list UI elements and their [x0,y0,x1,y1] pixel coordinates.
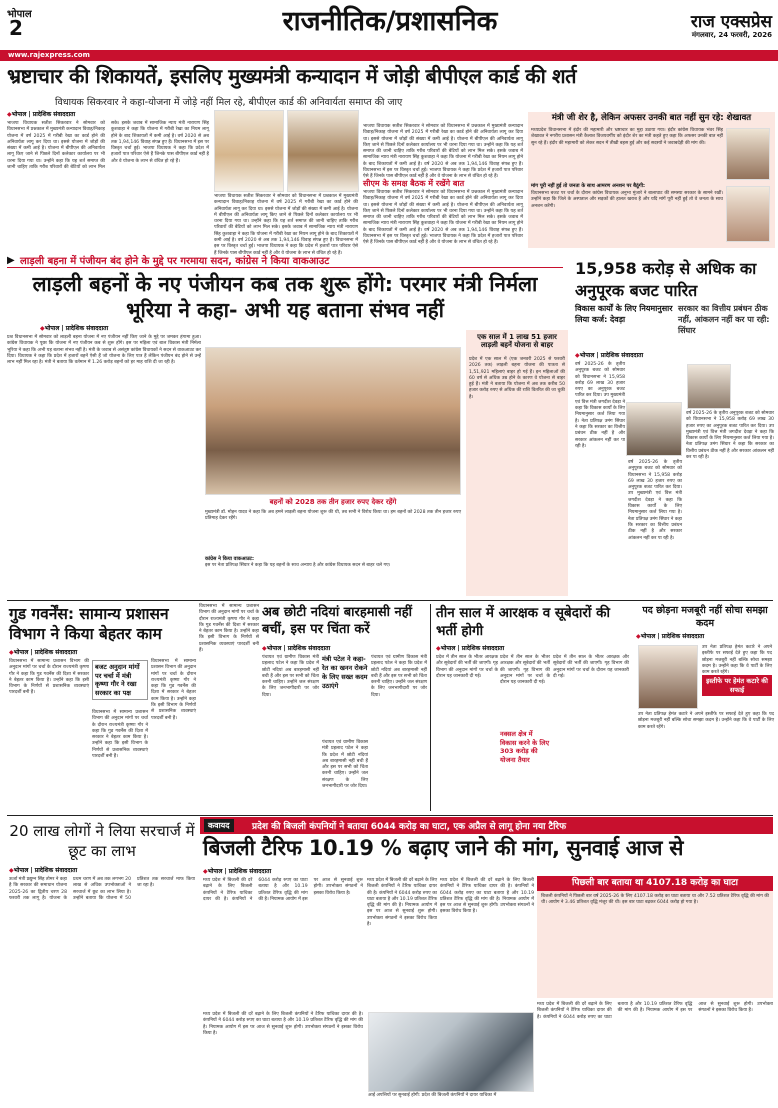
recruit-byline: ◆ भोपाल | प्रादेशिक संवाददाता [436,644,556,653]
main-photo [205,347,461,495]
section-title: राजनीतिक/प्रशासनिक [282,6,498,37]
sidebar-top-body: मध्यप्रदेश विधानसभा में इंदौर की महामारी और भ्रष्टाचार का मुद्दा उठाया गया। इंदौर कांग्रेस विधायक भंवर सिंह शेखावत ने नगरीय प्रशासन मंत्री कैलाश विजयवर्गीय को इंदौर शेर का मंत्री कहते हुए कहा कि अफसर उनकी बात नहीं सुन रहे हैं। इंदौर की महामारी को लेकर सदन में तीखी बहस हुई और कई सदस्यों ने जवाबदेही की मांग की। [531,128,723,146]
sidebar-photo-2 [726,186,770,242]
page-number: 2 [9,16,23,40]
gg-headline: गुड गवर्नेंस: सामान्य प्रशासन विभाग ने किया बेहतर काम [9,605,169,643]
rivers-headline: अब छोटी नदियां बारहमासी नहीं बचीं, इस पर चिंता करें [262,605,413,637]
gg-body-3: विधानसभा में सामान्य प्रशासन विभाग की अनुदान मांगों पर चर्चा के दौरान राज्यमंत्री कृष्णा गौर ने कहा कि गुड गवर्नेंस की दिशा में सरकार ने बेहतर काम किया है। उन्होंने कहा कि इसी विभाग के निर्णयों से प्रशासनिक व्यवस्थाएं पारदर्शी बनी हैं। [151,659,196,721]
katare-body: उप नेता प्रतिपक्ष हेमंत कटारे ने अपने इस्तीफे पर सफाई देते हुए कहा कि पद छोड़ना मजबूरी नहीं बल्कि सोचा समझा कदम है। उन्होंने कहा कि वे पार्टी के लिए काम करते रहेंगे। [702,645,772,676]
budget-quote-1: विकास कार्यों के लिए नियमानुसार लिया कर्ज: देवड़ा [575,304,673,324]
surcharge-body: ऊर्जा मंत्री प्रद्युम्न सिंह तोमर ने कहा है कि सरकार की समाधान योजना 2025-26 का द्वितीय चरण 28 फरवरी तक लागू है। योजना के प्रथम चरण में अब तक लगभग 20 लाख से अधिक उपभोक्ताओं ने सरचार्ज में छूट का लाभ लिया है। उन्होंने बताया कि योजना में 50 प्रतिशत तक सरचार्ज माफ किया जा रहा है। [9,877,195,901]
rivers-body: पंचायत एवं ग्रामीण विकास मंत्री प्रहलाद पटेल ने कहा कि प्रदेश में छोटी नदियां अब बारहमासी नहीं बची हैं और इस पर सभी को चिंता करनी चाहिए। उन्होंने जल संरक्षण के लिए जनभागीदारी पर जोर दिया। [262,655,319,698]
tariff-side-box [537,876,773,998]
lead-photo-1 [214,110,284,192]
banner-text: लाड़ली बहना में पंजीयन बंद होने के मुद्दे पर गरमाया सदन, कांग्रेस ने किया वाकआउट [20,256,330,267]
rivers-quote: मंत्री पटेल ने कहा-रेत का खनन रोकने के लिए सख्त कदम उठाएंगे [322,655,368,690]
recruit-body: प्रदेश में तीन साल के भीतर आरक्षक और सूबेदारों की भर्ती की जाएगी। गृह विभाग की अनुदान मांगों पर चर्चा के दौरान यह जानकारी दी गई। [436,655,498,679]
gg-byline: ◆ भोपाल | प्रादेशिक संवाददाता [9,648,129,657]
box-right-body: प्रदेश में एक साल में (एक जनवरी 2025 से फरवरी 2026 तक) लाड़ली बहना योजना की पात्रता से 1,51,921 महिलाएं बाहर हो गई हैं। इन महिलाओं की 60 वर्ष से अधिक उम्र होने के कारण वे योजना से बाहर हुई हैं। मंत्री ने बताया कि योजना में अब तक करीब 50 हजार करोड़ रुपए से अधिक की राशि वितरित की जा चुकी है। [469,357,565,400]
recruit-headline: तीन साल में आरक्षक व सूबेदारों की भर्ती होगी [436,605,610,639]
tariff-headline: बिजली टैरिफ 10.19 % बढ़ाए जाने की मांग, सुनवाई आज से [203,836,684,860]
tariff-photo [368,1012,534,1092]
issue-date: मंगलवार, 24 फरवरी, 2026 [691,31,772,39]
rivers-body-2: पंचायत एवं ग्रामीण विकास मंत्री प्रहलाद पटेल ने कहा कि प्रदेश में छोटी नदियां अब बारहमासी नहीं बची हैं और इस पर सभी को चिंता करनी चाहिए। उन्होंने जल संरक्षण के लिए जनभागीदारी पर जोर दिया। [322,740,368,790]
surcharge-headline: 20 लाख लोगों ने लिया सरचार्ज में छूट का लाभ [9,822,195,860]
main-body: प्रश्न विधानसभा में सोमवार को लाड़ली बहना योजना में नए पंजीयन नहीं किए जाने के मुद्दे पर जमकर हंगामा हुआ। कांग्रेस विधायक ने पूछा कि योजना में नए पंजीयन कब से शुरू होंगे। इस पर महिला एवं बाल विकास मंत्री निर्मला भूरिया ने कहा कि अभी यह बताना संभव नहीं है। मंत्री के जवाब से असंतुष्ट कांग्रेस विधायकों ने सदन से वाकआउट कर दिया। विधायक ने कहा कि प्रदेश में हजारों बहनें ऐसी हैं जो योजना के लिए पात्र हैं लेकिन पंजीयन बंद होने से उन्हें लाभ नहीं मिल रहा है। मंत्री ने बताया कि वर्तमान में 1.26 करोड़ बहनों को हर माह राशि दी जा रही है। [7,335,202,366]
sidebar-top [528,112,775,248]
katare-photo [638,645,698,709]
tariff-byline: ◆ भोपाल | प्रादेशिक संवाददाता [203,867,343,876]
tariff-body: मध्य प्रदेश में बिजली की दरें बढ़ाने के लिए बिजली कंपनियों ने टैरिफ याचिका दायर की है। कंपनियों ने 6044 करोड़ रुपए का घाटा बताया है और 10.19 प्रतिशत टैरिफ वृद्धि की मांग की है। नियामक आयोग में इस पर आज से सुनवाई शुरू होगी। उपभोक्ता संगठनों ने इसका विरोध किया है। [203,878,363,902]
tariff-body-4: मध्य प्रदेश में बिजली की दरें बढ़ाने के लिए बिजली कंपनियों ने टैरिफ याचिका दायर की है। कंपनियों ने 6044 करोड़ रुपए का घाटा बताया है और 10.19 प्रतिशत टैरिफ वृद्धि की मांग की है। नियामक आयोग में इस पर आज से सुनवाई शुरू होगी। उपभोक्ता संगठनों ने इसका विरोध किया है। [537,1002,773,1020]
tariff-side-body: बिजली कंपनियों ने पिछली बार वर्ष 2025-26 के लिए 4107.18 करोड़ का घाटा बताया था और 7.52 प्रतिशत टैरिफ वृद्धि की मांग की थी। आयोग ने 3.46 प्रतिशत वृद्धि मंजूर की थी। इस बार घाटा बढ़कर 6044 करोड़ हो गया है। [541,894,769,906]
recruit-quote: नक्सल क्षेत्र में विकास करने के लिए 303 करोड़ की योजना तैयार [500,730,550,764]
budget-photo-1 [687,364,731,409]
tariff-kicker: कवायद [204,819,234,832]
banner-strip [7,253,563,268]
recruit-body-2: प्रदेश में तीन साल के भीतर आरक्षक और सूबेदारों की भर्ती की जाएगी। गृह विभाग की अनुदान मांगों पर चर्चा के दौरान यह जानकारी दी गई। [500,655,550,686]
lead-body-right: भाजपा विधायक सतीश सिकरवार ने सोमवार को विधानसभा में प्रश्नकाल में मुख्यमंत्री कन्यादान विवाह/निकाह योजना में वर्ष 2025 में गरीबी रेखा का कार्ड होने की अनिवार्यता लागू कर दिया था। इससे योजना में जोड़ों की संख्या में कमी आई है। योजना में बीपीएल की अनिवार्यता लागू किए जाने से पिछले दिनों कलेक्टर कार्यालय पर भी धरना दिया गया था। उन्होंने कहा कि यह शर्त समाप्त की जानी चाहिए ताकि गरीब परिवारों की बेटियों को लाभ मिल सके। इसके जवाब में सामाजिक न्याय मंत्री नारायण सिंह कुशवाहा ने कहा कि योजना में गरीबी रेखा का नियम लागू होने के बाद शिकायतों में कमी आई है। वर्ष 2020 से अब तक 1,94,146 विवाह संपन्न हुए हैं। विधानसभा में इस पर विस्तृत चर्चा हुई। भाजपा विधायक ने कहा कि प्रदेश में हजारों पात्र परिवार ऐसे हैं जिनके पास बीपीएल कार्ड नहीं है और वे योजना के लाभ से वंचित हो रहे हैं। [363,124,523,180]
lead-subhead: विधायक सिकरवार ने कहा-योजना में जोड़े नहीं मिल रहे, बीपीएल कार्ड की अनिवार्यता समाप्त की जाए [55,97,403,108]
website-url[interactable]: www.rajexpress.com [8,51,90,59]
masthead [0,0,778,50]
tariff-kicker-text: प्रदेश की बिजली कंपनियों ने बताया 6044 करोड़ का घाटा, एक अप्रैल से लागू होना नया टैरिफ [252,822,567,832]
main-photo-text: मुख्यमंत्री डॉ. मोहन यादव ने कहा कि अब हमने लाड़ली बहना योजना शुरू की थी, तब सभी ने विरोध किया था। हम बहनों को 2028 तक तीन हजार रुपए प्रतिमाह देकर रहेंगे। [205,510,461,522]
gg-body-2: विधानसभा में सामान्य प्रशासन विभाग की अनुदान मांगों पर चर्चा के दौरान राज्यमंत्री कृष्णा गौर ने कहा कि गुड गवर्नेंस की दिशा में सरकार ने बेहतर काम किया है। उन्होंने कहा कि इसी विभाग के निर्णयों से प्रशासनिक व्यवस्थाएं पारदर्शी बनी हैं। [92,710,148,760]
main-photo-caption: बहनों को 2028 तक तीन हजार रुपए देकर रहेंगे [269,498,397,506]
lead-byline: ◆ भोपाल | प्रादेशिक संवाददाता [7,110,207,119]
katare-byline: ◆ भोपाल | प्रादेशिक संवाददाता [636,632,774,641]
tariff-kicker-bar [200,817,773,834]
box-right [466,330,568,596]
tariff-photo-caption: आई अपत्तियों पर सुनवाई होगी: प्रदेश की बिजली कंपनियों ने दायर याचिका में [368,1093,497,1098]
tariff-body-2: मध्य प्रदेश में बिजली की दरें बढ़ाने के लिए बिजली कंपनियों ने टैरिफ याचिका दायर की है। कंपनियों ने 6044 करोड़ रुपए का घाटा बताया है और 10.19 प्रतिशत टैरिफ वृद्धि की मांग की है। नियामक आयोग में इस पर आज से सुनवाई शुरू होगी। उपभोक्ता संगठनों ने इसका विरोध किया है। [203,1012,363,1036]
arrow-icon: ▶ [7,255,15,266]
katare-headline: पद छोड़ना मजबूरी नहीं सोचा समझा कदम [642,605,768,629]
lead-photo-caption: सीएम के समक्ष बैठक में रखेंगे बात [363,179,465,188]
katare-body-2: उप नेता प्रतिपक्ष हेमंत कटारे ने अपने इस्तीफे पर सफाई देते हुए कहा कि पद छोड़ना मजबूरी नहीं बल्कि सोचा समझा कदम है। उन्होंने कहा कि वे पार्टी के लिए काम करते रहेंगे। [638,712,774,730]
paper-name: राज एक्सप्रेस [690,12,772,32]
gg-body-4: विधानसभा में सामान्य प्रशासन विभाग की अनुदान मांगों पर चर्चा के दौरान राज्यमंत्री कृष्णा गौर ने कहा कि गुड गवर्नेंस की दिशा में सरकार ने बेहतर काम किया है। उन्होंने कहा कि इसी विभाग के निर्णयों से प्रशासनिक व्यवस्थाएं पारदर्शी बनी हैं। [199,604,259,654]
budget-photo-2 [626,402,682,456]
lead-body-cont: भाजपा विधायक सतीश सिकरवार ने सोमवार को विधानसभा में प्रश्नकाल में मुख्यमंत्री कन्यादान विवाह/निकाह योजना में वर्ष 2025 में गरीबी रेखा का कार्ड होने की अनिवार्यता लागू कर दिया था। इससे योजना में जोड़ों की संख्या में कमी आई है। योजना में बीपीएल की अनिवार्यता लागू किए जाने से पिछले दिनों कलेक्टर कार्यालय पर भी धरना दिया गया था। उन्होंने कहा कि यह शर्त समाप्त की जानी चाहिए ताकि गरीब परिवारों की बेटियों को लाभ मिल सके। इसके जवाब में सामाजिक न्याय मंत्री नारायण सिंह कुशवाहा ने कहा कि योजना में गरीबी रेखा का नियम लागू होने के बाद शिकायतों में कमी आई है। वर्ष 2020 से अब तक 1,94,146 विवाह संपन्न हुए हैं। विधानसभा में इस पर विस्तृत चर्चा हुई। भाजपा विधायक ने कहा कि प्रदेश में हजारों पात्र परिवार ऐसे हैं जिनके पास बीपीएल कार्ड नहीं है और वे योजना के लाभ से वंचित हो रहे हैं। [363,190,523,246]
sidebar-box-body: विधानसभा बजट पर चर्चा के दौरान कांग्रेस विधायक अनुभा मुंजारे ने बालाघाट की समस्या सरकार के सामने रखीं। उन्होंने कहा कि जिले के अस्पताल और सड़कों की हालत खराब है और यदि मांगें पूरी नहीं हुईं तो वे जनता के साथ अनशन करेंगी। [531,191,723,209]
box-right-headline: एक साल में 1 लाख 51 हजार लाड़ली बहनें योजना से बाहर [477,333,557,350]
sidebar-top-headline: मंत्री जी शेर है, लेकिन अफसर उनकी बात नहीं सुन रहे: शेखावत [551,113,752,123]
city-label: भोपाल [7,9,32,20]
lead-headline: भ्रष्टाचार की शिकायतें, इसलिए मुख्यमंत्री कन्यादान में जोड़ी बीपीएल कार्ड की शर्त [7,64,577,88]
masthead-bar [0,50,778,61]
budget-body-3: वर्ष 2025-26 के तृतीय अनुपूरक बजट को सोमवार को विधानसभा ने 15,958 करोड़ 69 लाख 30 हजार रुपए का अनुपूरक बजट पारित कर दिया। उप मुख्यमंत्री एवं वित्त मंत्री जगदीश देवड़ा ने कहा कि विकास कार्यों के लिए नियमानुसार कर्ज लिया गया है। नेता प्रतिपक्ष उमंग सिंघार ने कहा कि सरकार का वित्तीय प्रबंधन ठीक नहीं है और सरकार आंकलन नहीं कर पा रही है। [686,411,774,461]
budget-body: वर्ष 2025-26 के तृतीय अनुपूरक बजट को सोमवार को विधानसभा ने 15,958 करोड़ 69 लाख 30 हजार रुपए का अनुपूरक बजट पारित कर दिया। उप मुख्यमंत्री एवं वित्त मंत्री जगदीश देवड़ा ने कहा कि विकास कार्यों के लिए नियमानुसार कर्ज लिया गया है। नेता प्रतिपक्ष उमंग सिंघार ने कहा कि सरकार का वित्तीय प्रबंधन ठीक नहीं है और सरकार आंकलन नहीं कर पा रही है। [575,362,625,449]
tariff-body-3: मध्य प्रदेश में बिजली की दरें बढ़ाने के लिए बिजली कंपनियों ने टैरिफ याचिका दायर की है। कंपनियों ने 6044 करोड़ रुपए का घाटा बताया है और 10.19 प्रतिशत टैरिफ वृद्धि की मांग की है। नियामक आयोग में इस पर आज से सुनवाई शुरू होगी। उपभोक्ता संगठनों ने इसका विरोध किया है। [440,878,534,915]
tariff-body-col: मध्य प्रदेश में बिजली की दरें बढ़ाने के लिए बिजली कंपनियों ने टैरिफ याचिका दायर की है। कंपनियों ने 6044 करोड़ रुपए का घाटा बताया है और 10.19 प्रतिशत टैरिफ वृद्धि की मांग की है। नियामक आयोग में इस पर आज से सुनवाई शुरू होगी। उपभोक्ता संगठनों ने इसका विरोध किया है। [367,878,437,928]
main-sub-title: कांग्रेस ने किया वाकआउट: [205,556,254,562]
rivers-body-3: पंचायत एवं ग्रामीण विकास मंत्री प्रहलाद पटेल ने कहा कि प्रदेश में छोटी नदियां अब बारहमासी नहीं बची हैं और इस पर सभी को चिंता करनी चाहिए। उन्होंने जल संरक्षण के लिए जनभागीदारी पर जोर दिया। [371,655,427,698]
gg-quote: बजट अनुदान मांगों पर चर्चा में मंत्री कृष्णा गौर ने रखा सरकार का पक्ष [92,660,148,700]
main-sub-body: इस पर नेता प्रतिपक्ष सिंघार ने कहा कि यह बहनों के साथ अन्याय है और कांग्रेस विधायक सदन से बाहर चले गए। [205,563,391,568]
main-headline: लाड़ली बहनों के नए पंजीयन कब तक शुरू होंगे: परमार मंत्री निर्मला भूरिया ने कहा- अभी यह बताना संभव नहीं [32,272,538,322]
divider-v1 [430,604,431,811]
main-byline: ◆ भोपाल | प्रादेशिक संवाददाता [40,324,240,333]
sidebar-photo-1 [726,128,770,180]
recruit-body-3: प्रदेश में तीन साल के भीतर आरक्षक और सूबेदारों की भर्ती की जाएगी। गृह विभाग की अनुदान मांगों पर चर्चा के दौरान यह जानकारी दी गई। [553,655,629,679]
rivers-byline: ◆ भोपाल | प्रादेशिक संवाददाता [262,644,382,653]
lead-photo-2 [287,110,359,192]
katare-quote: इस्तीफे पर हेमंत कटारे की सफाई [702,675,772,696]
gg-body: विधानसभा में सामान्य प्रशासन विभाग की अनुदान मांगों पर चर्चा के दौरान राज्यमंत्री कृष्णा गौर ने कहा कि गुड गवर्नेंस की दिशा में सरकार ने बेहतर काम किया है। उन्होंने कहा कि इसी विभाग के निर्णयों से प्रशासनिक व्यवस्थाएं पारदर्शी बनी हैं। [9,659,89,696]
sidebar-box-title: मांग पूरी नहीं हुई तो जनता के साथ आमरण अनशन पर बैठूंगी: [531,183,646,189]
budget-headline: 15,958 करोड़ से अधिक का अनुपूरक बजट पारित [575,259,757,300]
surcharge-byline: ◆ भोपाल | प्रादेशिक संवाददाता [9,866,195,875]
lead-body-mid: भाजपा विधायक सतीश सिकरवार ने सोमवार को विधानसभा में प्रश्नकाल में मुख्यमंत्री कन्यादान विवाह/निकाह योजना में वर्ष 2025 में गरीबी रेखा का कार्ड होने की अनिवार्यता लागू कर दिया था। इससे योजना में जोड़ों की संख्या में कमी आई है। योजना में बीपीएल की अनिवार्यता लागू किए जाने से पिछले दिनों कलेक्टर कार्यालय पर भी धरना दिया गया था। उन्होंने कहा कि यह शर्त समाप्त की जानी चाहिए ताकि गरीब परिवारों की बेटियों को लाभ मिल सके। इसके जवाब में सामाजिक न्याय मंत्री नारायण सिंह कुशवाहा ने कहा कि योजना में गरीबी रेखा का नियम लागू होने के बाद शिकायतों में कमी आई है। वर्ष 2020 से अब तक 1,94,146 विवाह संपन्न हुए हैं। विधानसभा में इस पर विस्तृत चर्चा हुई। भाजपा विधायक ने कहा कि प्रदेश में हजारों पात्र परिवार ऐसे हैं जिनके पास बीपीएल कार्ड नहीं है और वे योजना के लाभ से वंचित हो रहे हैं। [214,194,358,256]
budget-body-2: वर्ष 2025-26 के तृतीय अनुपूरक बजट को सोमवार को विधानसभा ने 15,958 करोड़ 69 लाख 30 हजार रुपए का अनुपूरक बजट पारित कर दिया। उप मुख्यमंत्री एवं वित्त मंत्री जगदीश देवड़ा ने कहा कि विकास कार्यों के लिए नियमानुसार कर्ज लिया गया है। नेता प्रतिपक्ष उमंग सिंघार ने कहा कि सरकार का वित्तीय प्रबंधन ठीक नहीं है और सरकार आंकलन नहीं कर पा रही है। [628,460,682,541]
divider-1 [7,600,773,601]
divider-2 [7,815,773,816]
tariff-side-title: पिछली बार बताया था 4107.18 करोड़ का घाटा [537,876,773,891]
budget-byline: ◆ भोपाल | प्रादेशिक संवाददाता [575,351,685,360]
budget-quote-2: सरकार का वित्तीय प्रबंधन ठीक नहीं, आंकलन नहीं कर पा रही: सिंघार [678,304,770,335]
lead-body: भाजपा विधायक सतीश सिकरवार ने सोमवार को विधानसभा में प्रश्नकाल में मुख्यमंत्री कन्यादान विवाह/निकाह योजना में वर्ष 2025 में गरीबी रेखा का कार्ड होने की अनिवार्यता लागू कर दिया था। इससे योजना में जोड़ों की संख्या में कमी आई है। योजना में बीपीएल की अनिवार्यता लागू किए जाने से पिछले दिनों कलेक्टर कार्यालय पर भी धरना दिया गया था। उन्होंने कहा कि यह शर्त समाप्त की जानी चाहिए ताकि गरीब परिवारों की बेटियों को लाभ मिल सके। इसके जवाब में सामाजिक न्याय मंत्री नारायण सिंह कुशवाहा ने कहा कि योजना में गरीबी रेखा का नियम लागू होने के बाद शिकायतों में कमी आई है। वर्ष 2020 से अब तक 1,94,146 विवाह संपन्न हुए हैं। विधानसभा में इस पर विस्तृत चर्चा हुई। भाजपा विधायक ने कहा कि प्रदेश में हजारों पात्र परिवार ऐसे हैं जिनके पास बीपीएल कार्ड नहीं है और वे योजना के लाभ से वंचित हो रहे हैं। [7,121,209,171]
